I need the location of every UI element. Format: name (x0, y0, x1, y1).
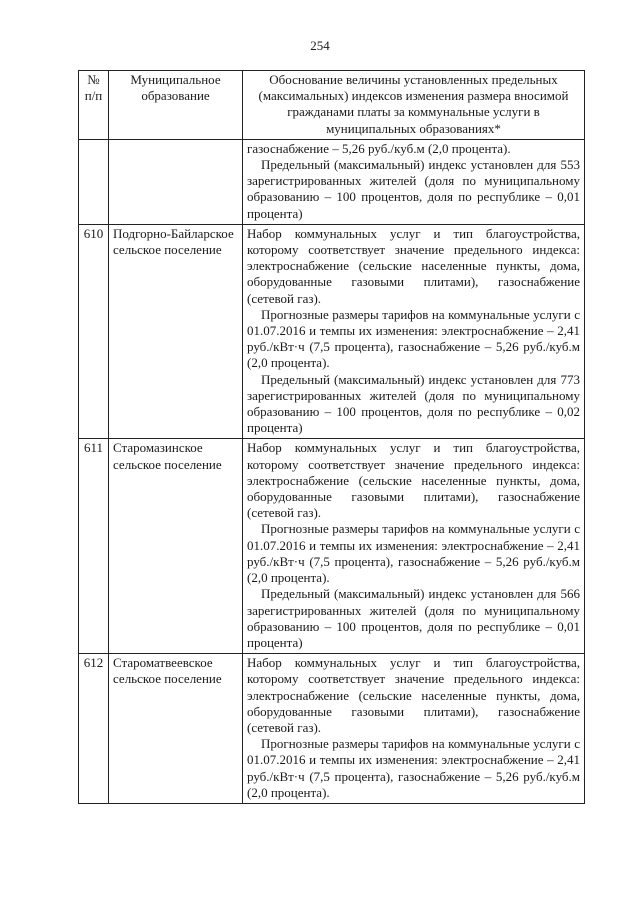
header-justification: Обоснование величины установленных предельных (максимальных) индексов изменения размера вносимой гражданами платы за коммунальные услуги в муниципальных образованиях* (243, 71, 585, 140)
header-number: № п/п (79, 71, 109, 140)
row-municipality: Подгорно-Байларское сельское поселение (109, 224, 243, 439)
table-row-continuation (79, 139, 585, 224)
justification-paragraph: Прогнозные размеры тарифов на коммунальные услуги с 01.07.2016 и темпы их изменения: электроснабжение – 2,41 руб./кВт·ч (7,5 процента), газоснабжение – 5,26 руб./куб.м (2,0 процента). (247, 306, 580, 371)
table-row-611 (79, 439, 585, 654)
row-justification (243, 654, 585, 804)
tariff-index-table (78, 70, 585, 804)
row-municipality (109, 139, 243, 224)
justification-paragraph: Набор коммунальных услуг и тип благоустройства, которому соответствует значение предельного индекса: электроснабжение (сельские населенные пункты, дома, оборудованные газовыми плитами), газоснабжение (сетевой газ). (247, 440, 580, 521)
row-number: 612 (79, 654, 109, 804)
table-row-610 (79, 224, 585, 439)
justification-paragraph: газоснабжение – 5,26 руб./куб.м (2,0 процента). (247, 140, 511, 156)
row-number: 610 (79, 224, 109, 439)
justification-paragraph: Набор коммунальных услуг и тип благоустройства, которому соответствует значение предельного индекса: электроснабжение (сельские населенные пункты, дома, оборудованные газовыми плитами), газоснабжение (сетевой газ). (247, 225, 580, 306)
row-justification (243, 139, 585, 224)
justification-paragraph: Набор коммунальных услуг и тип благоустройства, которому соответствует значение предельного индекса: электроснабжение (сельские населенные пункты, дома, оборудованные газовыми плитами), газоснабжение (сетевой газ). (247, 655, 580, 735)
row-justification (243, 439, 585, 654)
table-header-row (79, 71, 585, 140)
row-number (79, 139, 109, 224)
row-municipality: Старомазинское сельское поселение (109, 439, 243, 654)
row-number: 611 (79, 439, 109, 654)
justification-paragraph: Прогнозные размеры тарифов на коммунальные услуги с 01.07.2016 и темпы их изменения: электроснабжение – 2,41 руб./кВт·ч (7,5 процента), газоснабжение – 5,26 руб./куб.м (2,0 процента). (247, 521, 580, 586)
row-municipality: Староматвеевское сельское поселение (109, 654, 243, 804)
justification-paragraph: Предельный (максимальный) индекс установлен для 553 зарегистрированных жителей (доля по муниципальному образованию – 100 процентов, доля по республике – 0,01 процента) (247, 157, 580, 221)
header-municipality: Муниципальное образование (109, 71, 243, 140)
row-justification (243, 224, 585, 439)
justification-paragraph: Предельный (максимальный) индекс установлен для 566 зарегистрированных жителей (доля по муниципальному образованию – 100 процентов, доля по республике – 0,01 процента) (247, 586, 580, 650)
justification-paragraph: Прогнозные размеры тарифов на коммунальные услуги с 01.07.2016 и темпы их изменения: электроснабжение – 2,41 руб./кВт·ч (7,5 процента), газоснабжение – 5,26 руб./куб.м (2,0 процента). (247, 736, 580, 800)
justification-paragraph: Предельный (максимальный) индекс установлен для 773 зарегистрированных жителей (доля по муниципальному образованию – 100 процентов, доля по республике – 0,02 процента) (247, 371, 580, 436)
table-row-612 (79, 654, 585, 804)
page-number: 254 (310, 38, 330, 53)
